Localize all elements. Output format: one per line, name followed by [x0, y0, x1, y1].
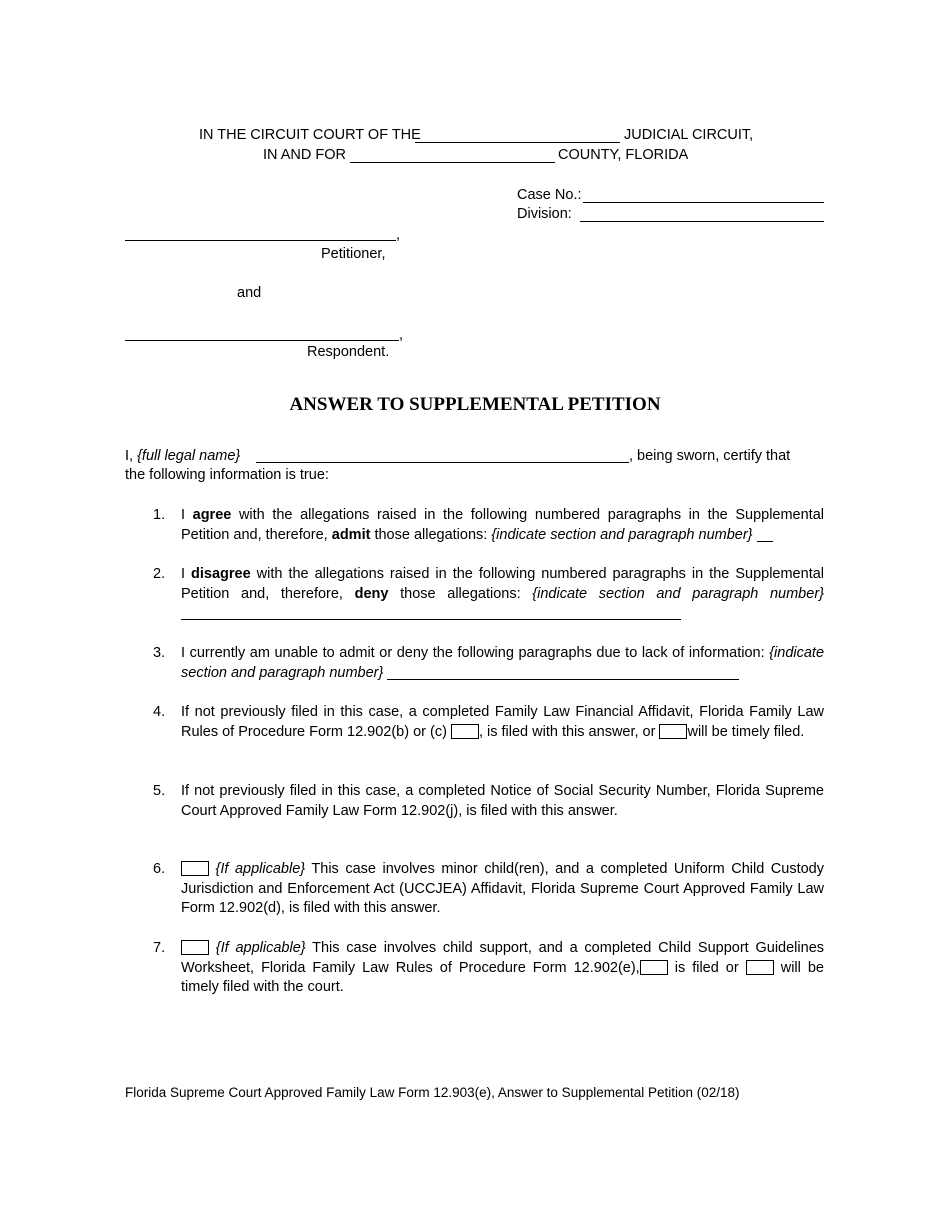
form-footer: Florida Supreme Court Approved Family Law Form 12.903(e), Answer to Supplemental Petition (02/18): [125, 1085, 740, 1100]
worksheet-filed-checkbox[interactable]: [640, 960, 668, 975]
worksheet-later-checkbox[interactable]: [746, 960, 774, 975]
item-5-text: If not previously filed in this case, a completed Notice of Social Security Number, Florida Supreme Court Approved Family Law Form 12.902(j), is filed with this answer.: [181, 783, 824, 819]
court-suffix: JUDICIAL CIRCUIT,: [624, 127, 754, 143]
uccjea-checkbox[interactable]: [181, 861, 209, 876]
county-suffix: COUNTY, FLORIDA: [558, 147, 689, 163]
item-2-text: I disagree with the allegations raised in the following numbered paragraphs in the Supplemental Petition and, therefore, deny those allegations: {indicate section and paragraph number}: [181, 565, 824, 624]
item-number: 2.: [153, 566, 166, 582]
intro-suffix: , being sworn, certify that: [629, 448, 791, 464]
item-1-text: I agree with the allegations raised in the following numbered paragraphs in the Supplemental Petition and, therefore, admit those allegations: {indicate section and paragraph number}: [181, 507, 824, 543]
full-legal-name-field[interactable]: [256, 462, 629, 463]
item-number: 5.: [153, 783, 166, 799]
item-number: 6.: [153, 861, 166, 877]
circuit-field[interactable]: [415, 142, 620, 143]
item-7-text: {If applicable} This case involves child support, and a completed Child Support Guidelines Worksheet, Florida Family Law Rules of Procedure Form 12.902(e), is filed or will be timely filed with the court.: [181, 940, 825, 995]
and-label: and: [237, 285, 262, 301]
item-number: 1.: [153, 507, 166, 523]
financial-affidavit-later-checkbox[interactable]: [659, 724, 687, 739]
child-support-checkbox[interactable]: [181, 940, 209, 955]
division-label: Division:: [517, 206, 572, 222]
item-3-answer-field[interactable]: [387, 665, 739, 680]
division-field[interactable]: [580, 221, 824, 222]
item-2-answer-field[interactable]: [181, 605, 681, 620]
intro-line-2: the following information is true:: [125, 467, 329, 483]
case-no-field[interactable]: [583, 202, 824, 203]
intro-line-1: I, {full legal name}: [125, 448, 241, 464]
case-no-label: Case No.:: [517, 187, 582, 203]
item-3-text: I currently am unable to admit or deny the following paragraphs due to lack of information: {indicate section and paragraph number}: [181, 645, 825, 681]
petitioner-label: Petitioner,: [321, 246, 386, 262]
respondent-label: Respondent.: [307, 344, 390, 360]
item-4-text: If not previously filed in this case, a completed Family Law Financial Affidavit, Florida Family Law Rules of Procedure Form 12.902(b) or (c) , is filed with this answer, or will be timely filed.: [181, 704, 824, 740]
court-prefix: IN THE CIRCUIT COURT OF THE: [199, 127, 421, 143]
county-prefix: IN AND FOR: [263, 147, 346, 163]
petitioner-field[interactable]: [125, 240, 396, 241]
item-6-text: {If applicable} This case involves minor child(ren), and a completed Uniform Child Custody Jurisdiction and Enforcement Act (UCCJEA) Affidavit, Florida Supreme Court Approved Family Law Form 12.902(d), is filed with this answer.: [181, 861, 824, 916]
page-title: ANSWER TO SUPPLEMENTAL PETITION: [289, 394, 661, 415]
financial-affidavit-filed-checkbox[interactable]: [451, 724, 479, 739]
item-1-answer-field[interactable]: [757, 527, 773, 542]
county-field[interactable]: [350, 162, 555, 163]
item-number: 7.: [153, 940, 166, 956]
respondent-field[interactable]: [125, 340, 399, 341]
item-number: 3.: [153, 645, 166, 661]
item-number: 4.: [153, 704, 166, 720]
